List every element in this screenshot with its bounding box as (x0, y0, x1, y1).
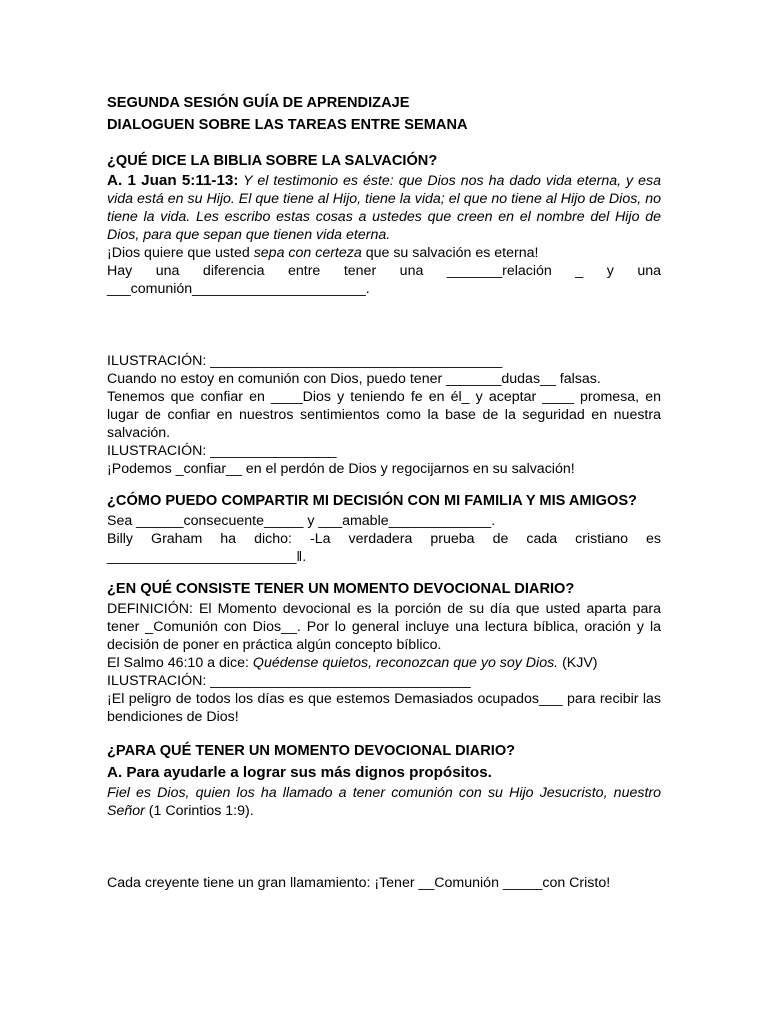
psalm-line: El Salmo 46:10 a dice: Quédense quietos, reconozcan que yo soy Dios. (KJV) (107, 655, 598, 671)
illustration-line-1: ILUSTRACIÓN: _____________________________________ (107, 353, 503, 369)
section-heading-salvation: ¿QUÉ DICE LA BIBLIA SOBRE LA SALVACIÓN? (107, 153, 438, 169)
corinthians-verse: Fiel es Dios, quien los ha llamado a tener comunión con su Hijo Jesucristo, nuestro Señor (1 Corintios 1:9). (107, 785, 661, 819)
rejoice-line: ¡Podemos _confiar__ en el perdón de Dios y regocijarnos en su salvación! (107, 461, 575, 477)
section-heading-why-devotional: ¿PARA QUÉ TENER UN MOMENTO DEVOCIONAL DIARIO? (107, 743, 516, 759)
danger-paragraph: ¡El peligro de todos los días es que estemos Demasiados ocupados___ para recibir las bendiciones de Dios! (107, 691, 661, 725)
certainty-line: ¡Dios quiere que usted sepa con certeza que su salvación es eterna! (107, 245, 539, 261)
section-heading-share: ¿CÓMO PUEDO COMPARTIR MI DECISIÓN CON MI FAMILIA Y MIS AMIGOS? (107, 493, 637, 509)
document-page (107, 92, 661, 892)
doubts-line: Cuando no estoy en comunión con Dios, puedo tener _______dudas__ falsas. (107, 371, 601, 387)
definition-paragraph: DEFINICIÓN: El Momento devocional es la porción de su día que usted aparta para tener _Comunión con Dios__. Por lo general incluye una lectura bíblica, oración y la decisión de poner en práctica algún concepto bíblico. (107, 601, 661, 653)
communion-line: ___comunión______________________. (107, 281, 370, 297)
bible-verse-1-john (107, 172, 661, 244)
consistent-line: Sea ______consecuente_____ y ___amable_____________. (107, 513, 496, 529)
section-heading-devotional: ¿EN QUÉ CONSISTE TENER UN MOMENTO DEVOCIONAL DIARIO? (107, 581, 575, 597)
trust-paragraph: Tenemos que confiar en ____Dios y teniendo fe en él_ y aceptar ____ promesa, en lugar de confiar en nuestros sentimientos como la base de la seguridad en nuestra salvación. (107, 389, 661, 441)
illustration-line-3: ILUSTRACIÓN: _________________________________ (107, 673, 471, 689)
session-title: SEGUNDA SESIÓN GUÍA DE APRENDIZAJE (107, 95, 410, 111)
verse-text: Y el testimonio es éste: que Dios nos ha dado vida eterna, y esa vida está en su Hijo. El que tiene al Hijo, tiene la vida; el que no tiene al Hijo de Dios, no tiene la vida. Les escribo estas cosas a ustedes que creen en el nombre del Hijo de Dios, para que sepan que tienen vida eterna. (107, 173, 662, 243)
calling-line: Cada creyente tiene un gran llamamiento: ¡Tener __Comunión _____con Cristo! (107, 875, 611, 891)
session-subtitle: DIALOGUEN SOBRE LAS TAREAS ENTRE SEMANA (107, 117, 468, 133)
verse-reference: A. 1 Juan 5:11-13: (107, 172, 239, 189)
purpose-subheading: A. Para ayudarle a lograr sus más dignos propósitos. (107, 764, 492, 781)
illustration-line-2: ILUSTRACIÓN: ________________ (107, 443, 337, 459)
difference-line: Hay una diferencia entre tener una _______relación _ y una (107, 263, 661, 279)
graham-blank-line: ________________________‖. (107, 549, 307, 565)
graham-quote-line: Billy Graham ha dicho: -La verdadera prueba de cada cristiano es (107, 531, 661, 547)
